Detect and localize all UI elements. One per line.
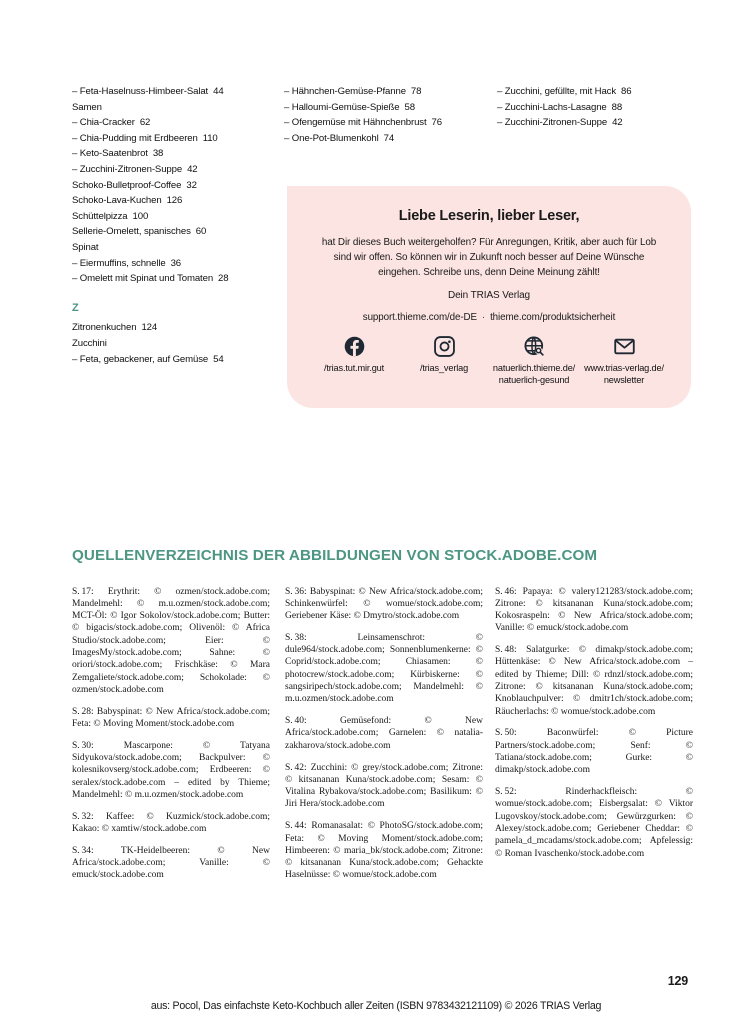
credit-entry: S. 30: Mascarpone: © Tatyana Sidyukova/stock.adobe.com; Backpulver: © kolesnikovserg/stock.adobe.com; Erdbeeren: © seralex/stock.adobe.com – edited by Thieme; Mandelmehl: © m.u.ozmen/stock.adobe.com <box>72 740 270 800</box>
index-entry <box>284 84 489 100</box>
credit-entry: S. 17: Erythrit: © ozmen/stock.adobe.com; Mandelmehl: © m.u.ozmen/stock.adobe.com; MCT-Öl: © Igor Sokolov/stock.adobe.com; Butter: © bigacis/stock.adobe.com; Olivenöl: © Africa Studio/stock.adobe.com; Eier: © ImagesMy/stock.adobe.com; Sahne: © oriori/stock.adobe.com; Frischkäse: © Mara Zemgaliete/stock.adobe.com; Schokolade: © ozmen/stock.adobe.com <box>72 586 270 695</box>
callout-body: hat Dir dieses Buch weitergeholfen? Für Anregungen, Kritik, aber auch für Lob sind wir offen. So können wir in Zukunft noch besser auf Deine Wünsche eingehen. Schreibe uns, denn Deine Meinung zählt! <box>321 237 657 279</box>
index-entry-label: Sellerie-Omelett, spanisches <box>72 226 191 238</box>
index-entry <box>72 209 277 225</box>
index-column-1 <box>72 84 277 367</box>
index-entry-label: Hähnchen-Gemüse-Pfanne <box>291 86 406 97</box>
social-link-instagram[interactable] <box>399 336 489 375</box>
index-entry-page: 100 <box>132 210 149 222</box>
credit-entry: S. 42: Zucchini: © grey/stock.adobe.com; Zitrone: © kitsananan Kuna/stock.adobe.com; Sesam: © Vitalina Rybakova/stock.adobe.com; Basilikum: © Jiri Hera/stock.adobe.com <box>285 762 483 810</box>
social-link-newsletter[interactable] <box>579 336 669 387</box>
index-entry-label: Zucchini-Zitronen-Suppe <box>504 117 608 129</box>
index-entry-page: 44 <box>213 86 224 97</box>
index-entry-label: Keto-Saatenbrot <box>79 148 148 160</box>
index-entry <box>72 146 277 162</box>
index-entry <box>72 178 277 194</box>
credit-entry: S. 36: Babyspinat: © New Africa/stock.adobe.com; Schinkenwürfel: © womue/stock.adobe.com; Geriebener Käse: © Dmytro/stock.adobe.com <box>285 586 483 622</box>
index-entry-page: 42 <box>612 117 623 129</box>
index-entry <box>497 100 682 116</box>
index-column-2 <box>284 84 489 146</box>
callout-title: Liebe Leserin, lieber Leser, <box>398 208 580 224</box>
index-entry-page: 76 <box>431 117 442 129</box>
index-entry-label: Schüttelpizza <box>72 210 128 222</box>
index-entry-page: 86 <box>621 86 632 97</box>
credit-entry: S. 48: Salatgurke: © dimakp/stock.adobe.com; Hüttenkäse: © New Africa/stock.adobe.com – edited by Thieme; Dill: © rdnzl/stock.adobe.com; Zitrone: © kitsananan Kuna/stock.adobe.com; Knoblauchpulver: © dmitr1ch/stock.adobe.com; Räucherlachs: © womue/stock.adobe.com <box>495 645 693 717</box>
index-entry-label: Omelett mit Spinat und Tomaten <box>79 273 214 285</box>
index-entry-page: 126 <box>166 195 183 207</box>
index-entry-page: 78 <box>410 86 422 97</box>
index-entry <box>284 100 489 116</box>
index-entry-label: Ofengemüse mit Hähnchenbrust <box>291 117 427 129</box>
index-entry <box>72 336 277 352</box>
index-entry <box>497 84 682 100</box>
credit-entry: S. 46: Papaya: © valery121283/stock.adobe.com; Zitrone: © kitsananan Kuna/stock.adobe.com; Kokosraspeln: © New Africa/stock.adobe.com; Vanille: © emuck/stock.adobe.com <box>495 586 693 634</box>
index-entry-page: 124 <box>141 322 158 334</box>
credit-entry: S. 50: Baconwürfel: © Picture Partners/stock.adobe.com; Senf: © Tatiana/stock.adobe.com; Gurke: © dimakp/stock.adobe.com <box>495 728 693 776</box>
index-entry <box>284 131 489 147</box>
instagram-icon <box>434 336 455 357</box>
index-entry-label: Feta, gebackener, auf Gemüse <box>79 353 209 365</box>
index-entry-page: 32 <box>186 179 197 191</box>
index-entry-page: 54 <box>213 353 224 365</box>
index-entry-label: Feta-Haselnuss-Himbeer-Salat <box>79 86 209 97</box>
index-entry-label: Schoko-Lava-Kuchen <box>72 195 162 207</box>
credits-column-3 <box>495 576 693 860</box>
index-entry <box>72 131 277 147</box>
credit-entry: S. 38: Leinsamenschrot: © dule964/stock.adobe.com; Sonnenblumenkerne: © Coprid/stock.adobe.com; Chiasamen: © photocrew/stock.adobe.com; Kürbiskerne: © sangsiripech/stock.adobe.com; Mandelmehl: © m.u.ozmen/stock.adobe.com <box>285 632 483 705</box>
index-entry-label: Zucchini-Lachs-Lasagne <box>504 101 607 113</box>
index-entry <box>284 115 489 131</box>
index-entry <box>72 256 277 272</box>
product-safety-link[interactable]: thieme.com/produktsicherheit <box>490 311 616 323</box>
index-entry <box>72 84 277 100</box>
index-entry <box>72 320 277 336</box>
page-number: 129 <box>667 974 688 988</box>
index-entry-label: Spinat <box>72 241 99 253</box>
index-entry-page: 88 <box>611 101 623 113</box>
index-entry-label: Zucchini-Zitronen-Suppe <box>79 163 183 175</box>
index-entry <box>72 162 277 178</box>
callout-links <box>309 312 669 323</box>
index-entry-label: Samen <box>72 101 102 113</box>
social-label-newsletter: www.trias-verlag.de/ newsletter <box>584 362 664 386</box>
credit-entry: S. 40: Gemüsefond: © New Africa/stock.adobe.com; Garnelen: © natalia-zakharova/stock.adobe.com <box>285 716 483 751</box>
credit-entry: S. 52: Rinderhackfleisch: © womue/stock.adobe.com; Eisbergsalat: © Viktor Lugovskoy/stock.adobe.com; Gewürzgurken: © Alexey/stock.adobe.com; Geriebener Cheddar: © pamela_d_mcadams/stock.adobe.com; Apfelessig: © Roman Ivaschenko/stock.adobe.com <box>495 787 693 859</box>
index-entry <box>72 115 277 131</box>
index-entry-page: 74 <box>383 132 395 144</box>
credits-heading: QUELLENVERZEICHNIS DER ABBILDUNGEN VON STOCK.ADOBE.COM <box>72 547 598 564</box>
index-entry-label: Chia-Pudding mit Erdbeeren <box>79 132 198 144</box>
index-entry <box>72 352 277 368</box>
index-entry-label: Halloumi-Gemüse-Spieße <box>291 101 400 113</box>
index-entry-page: 60 <box>195 226 207 238</box>
source-footnote: aus: Pocol, Das einfachste Keto-Kochbuch aller Zeiten (ISBN 9783432121109) © 2026 TRIAS Verlag <box>150 1000 602 1012</box>
link-separator: · <box>481 311 486 323</box>
index-entry-page: 110 <box>202 132 218 144</box>
index-entry-page: 28 <box>218 273 229 285</box>
social-link-facebook[interactable] <box>309 336 399 375</box>
envelope-icon <box>614 336 635 357</box>
index-entry-page: 62 <box>139 117 151 129</box>
social-label-facebook: /trias.tut.mir.gut <box>323 362 385 373</box>
credit-entry: S. 44: Romanasalat: © PhotoSG/stock.adobe.com; Feta: © Moving Moment/stock.adobe.com; Himbeeren: © maria_bk/stock.adobe.com; Zitrone: © kitsananan Kuna/stock.adobe.com; Gehackte Haselnüsse: © womue/stock.adobe.com <box>285 821 483 881</box>
index-entry-label: Zucchini <box>72 337 107 349</box>
credits-column-1 <box>72 576 270 882</box>
index-entry-label: Zitronenkuchen <box>72 322 137 334</box>
credit-entry: S. 34: TK-Heidelbeeren: © New Africa/stock.adobe.com; Vanille: © emuck/stock.adobe.com <box>72 845 270 881</box>
support-link[interactable]: support.thieme.com/de-DE <box>362 311 477 323</box>
social-link-website[interactable] <box>489 336 579 387</box>
reader-message-callout <box>287 186 691 408</box>
index-entry-page: 58 <box>404 101 415 113</box>
social-label-website: natuerlich.thieme.de/ natuerlich-gesund <box>492 362 576 386</box>
index-entry-page: 36 <box>170 257 182 269</box>
callout-signature: Dein TRIAS Verlag <box>447 289 531 301</box>
index-entry <box>72 240 277 256</box>
globe-icon <box>524 336 545 357</box>
index-letter-heading: Z <box>72 301 79 314</box>
index-column-3 <box>497 84 682 131</box>
index-entry-label: One-Pot-Blumenkohl <box>291 132 379 144</box>
index-entry-label: Eiermuffins, schnelle <box>79 257 166 269</box>
index-entry-label: Schoko-Bulletproof-Coffee <box>72 179 182 191</box>
facebook-icon <box>344 336 365 357</box>
credits-column-2 <box>285 576 483 882</box>
credit-entry: S. 32: Kaffee: © Kuzmick/stock.adobe.com; Kakao: © xamtiw/stock.adobe.com <box>72 811 270 835</box>
index-entry <box>72 271 277 287</box>
index-entry-label: Zucchini, gefüllte, mit Hack <box>504 86 617 97</box>
index-entry <box>497 115 682 131</box>
index-entry-page: 38 <box>152 148 164 160</box>
index-entry <box>72 193 277 209</box>
index-entry <box>72 224 277 240</box>
social-links-row <box>309 336 669 387</box>
social-label-instagram: /trias_verlag <box>419 362 469 373</box>
index-entry-label: Chia-Cracker <box>79 117 135 129</box>
credit-entry: S. 28: Babyspinat: © New Africa/stock.adobe.com; Feta: © Moving Moment/stock.adobe.com <box>72 706 270 729</box>
index-entry <box>72 100 277 116</box>
index-entry-page: 42 <box>187 163 198 175</box>
